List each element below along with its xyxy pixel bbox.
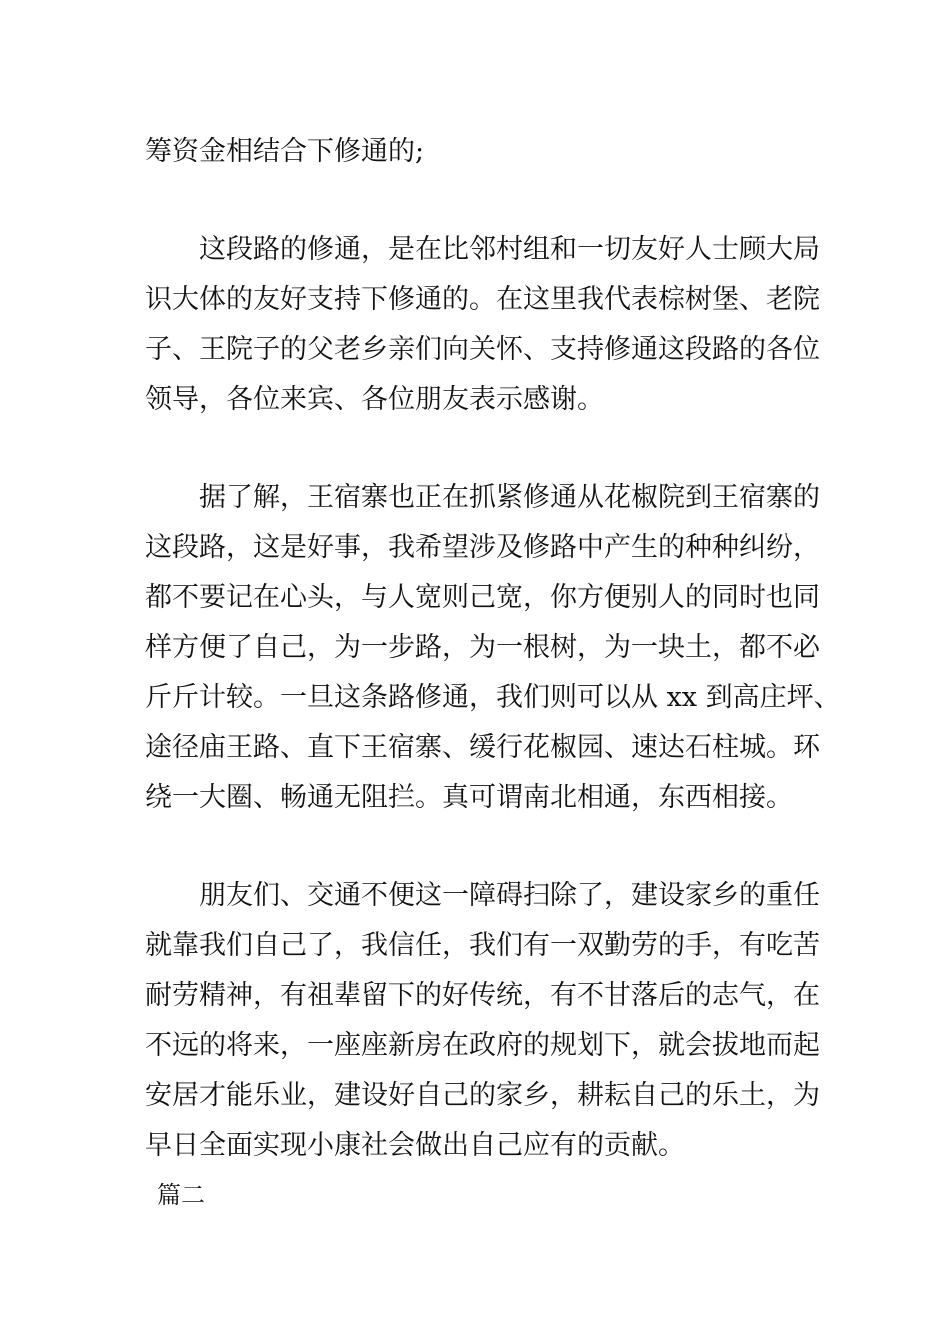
paragraph-line: 绕一大圈、畅通无阻拦。真可谓南北相通，东西相接。 [145, 782, 793, 813]
paragraph-line: 样方便了自己，为一步路，为一根树，为一块土，都不必 [145, 632, 820, 663]
paragraph-line: 识大体的友好支持下修通的。在这里我代表棕树堡、老院 [145, 284, 820, 315]
paragraph-line: 就靠我们自己了，我信任，我们有一双勤劳的手，有吃苦 [145, 930, 820, 961]
paragraph-line: 途径庙王路、直下王宿寨、缓行花椒园、速达石柱城。环 [145, 732, 820, 763]
paragraph-line: 耐劳精神，有祖辈留下的好传统，有不甘落后的志气，在 [145, 980, 820, 1011]
paragraph-line: 筹资金相结合下修通的; [145, 136, 425, 167]
paragraph-line: 据了解，王宿寨也正在抓紧修通从花椒院到王宿寨的 [145, 482, 820, 513]
paragraph-line: 朋友们、交通不便这一障碍扫除了，建设家乡的重任 [145, 880, 820, 911]
paragraph-line: 安居才能乐业，建设好自己的家乡，耕耘自己的乐土，为 [145, 1080, 820, 1111]
paragraph-line: 领导，各位来宾、各位朋友表示感谢。 [145, 384, 604, 415]
section-heading: 篇二 [157, 1181, 205, 1209]
paragraph-line: 都不要记在心头，与人宽则己宽，你方便别人的同时也同 [145, 582, 820, 613]
paragraph-line: 子、王院子的父老乡亲们向关怀、支持修通这段路的各位 [145, 334, 820, 365]
paragraph-line: 斤斤计较。一旦这条路修通，我们则可以从 xx 到高庄坪、 [145, 682, 841, 713]
paragraph-line: 早日全面实现小康社会做出自己应有的贡献。 [145, 1130, 685, 1161]
paragraph-line: 不远的将来，一座座新房在政府的规划下，就会拔地而起 [145, 1030, 820, 1061]
paragraph-line: 这段路，这是好事，我希望涉及修路中产生的种种纠纷， [145, 532, 820, 563]
paragraph-line: 这段路的修通，是在比邻村组和一切友好人士顾大局 [145, 234, 820, 265]
